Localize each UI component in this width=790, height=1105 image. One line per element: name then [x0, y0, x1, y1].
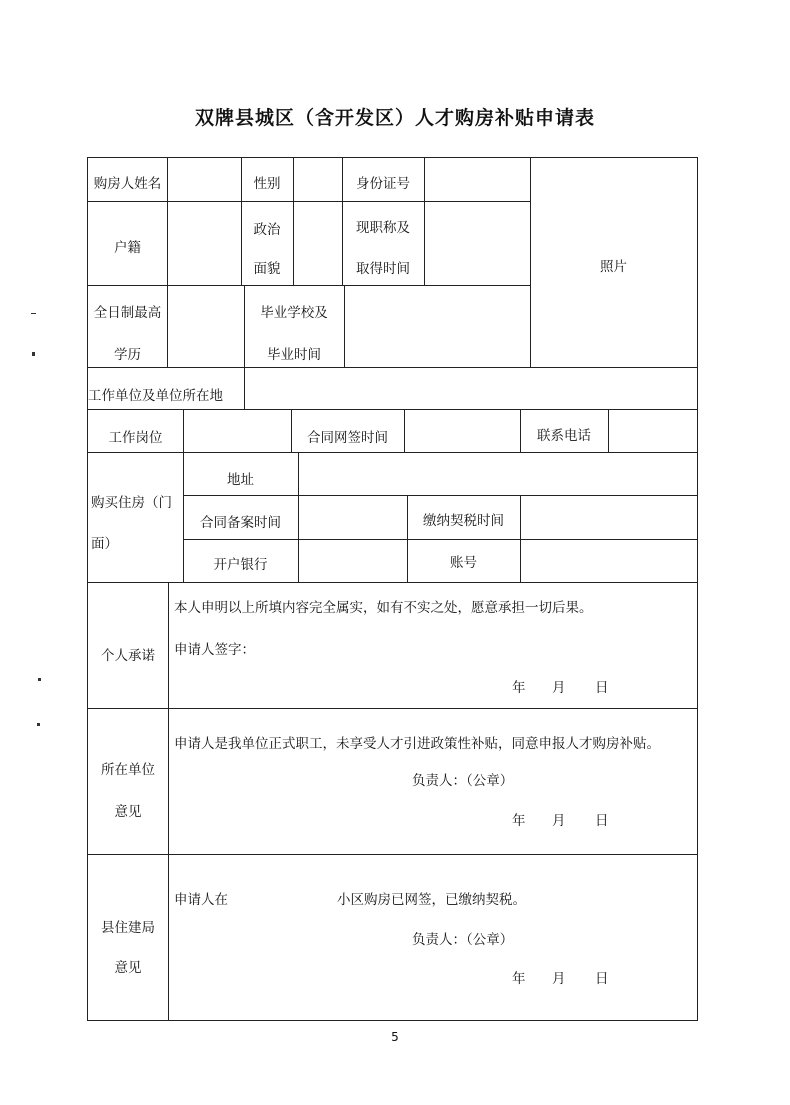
- col-line: [298, 452, 299, 582]
- col-line: [168, 582, 169, 1020]
- row-line: [183, 495, 697, 496]
- label-phone: 联系电话: [537, 428, 591, 444]
- date-year: 年: [512, 680, 526, 696]
- row-line: [88, 367, 697, 368]
- scan-mark: [37, 723, 40, 726]
- label-buyer-name: 购房人姓名: [93, 176, 162, 192]
- label-address: 地址: [227, 472, 254, 488]
- date-month: 月: [552, 813, 566, 829]
- form-title: 双牌县城区（含开发区）人才购房补贴申请表: [194, 107, 595, 129]
- col-line: [404, 409, 405, 452]
- date-day: 日: [595, 971, 609, 987]
- applicant-signature-label: 申请人签字：: [174, 642, 255, 658]
- label-photo: 照片: [600, 259, 627, 275]
- label-filing-time: 合同备案时间: [200, 515, 281, 531]
- col-line: [424, 158, 425, 285]
- row-line: [88, 285, 530, 286]
- row-line: [88, 201, 530, 202]
- commitment-text: 本人申明以上所填内容完全属实，如有不实之处，愿意承担一切后果。: [174, 600, 593, 616]
- label-contract-sign-time: 合同网签时间: [307, 430, 388, 446]
- row-line: [88, 708, 697, 709]
- label-political-1: 政治: [253, 222, 281, 238]
- label-unit-opinion-1: 所在单位: [101, 762, 155, 778]
- label-gender: 性别: [253, 176, 281, 192]
- label-political-2: 面貌: [253, 261, 281, 277]
- unit-opinion-text: 申请人是我单位正式职工，未享受人才引进政策性补贴，同意申报人才购房补贴。: [174, 736, 660, 752]
- bureau-text-prefix: 申请人在: [174, 892, 228, 908]
- label-house-1: 购买住房（门: [91, 495, 172, 511]
- label-work-unit: 工作单位及单位所在地: [88, 388, 223, 404]
- row-line: [183, 539, 697, 540]
- col-line: [344, 285, 345, 367]
- label-account: 账号: [450, 555, 477, 571]
- col-line: [244, 367, 245, 409]
- label-school-1: 毕业学校及: [260, 305, 328, 321]
- scan-mark: [31, 313, 36, 314]
- label-deed-tax-time: 缴纳契税时间: [423, 513, 504, 529]
- col-line: [167, 158, 168, 367]
- col-line: [183, 409, 184, 452]
- label-bureau-1: 县住建局: [101, 920, 155, 936]
- col-line: [520, 495, 521, 582]
- label-position: 工作岗位: [108, 430, 163, 446]
- date-year: 年: [512, 971, 526, 987]
- label-commitment: 个人承诺: [101, 648, 155, 664]
- label-house-2: 面）: [91, 536, 118, 552]
- date-month: 月: [552, 680, 566, 696]
- label-hukou: 户籍: [114, 240, 141, 256]
- label-school-2: 毕业时间: [267, 347, 321, 363]
- label-education-1: 全日制最高: [93, 305, 162, 321]
- date-year: 年: [512, 813, 526, 829]
- row-line: [88, 582, 697, 583]
- label-bureau-2: 意见: [114, 960, 142, 976]
- col-line: [293, 158, 294, 285]
- date-day: 日: [595, 680, 609, 696]
- date-month: 月: [552, 971, 566, 987]
- row-line: [88, 854, 697, 855]
- label-title-2: 取得时间: [356, 261, 410, 277]
- label-unit-opinion-2: 意见: [114, 804, 142, 820]
- label-bank: 开户银行: [213, 557, 268, 573]
- page-number: 5: [391, 1030, 399, 1044]
- label-education-2: 学历: [114, 347, 141, 363]
- bureau-responsible-seal: 负责人：（公章）: [412, 932, 514, 948]
- application-form-table: [87, 157, 698, 1021]
- label-id-number: 身份证号: [356, 176, 410, 192]
- col-line: [608, 409, 609, 452]
- row-line: [88, 452, 697, 453]
- scan-mark: [32, 352, 35, 356]
- bureau-text-suffix: 小区购房已网签，已缴纳契税。: [337, 892, 526, 908]
- row-line: [88, 409, 697, 410]
- scan-mark: [38, 678, 41, 681]
- date-day: 日: [595, 813, 609, 829]
- unit-responsible-seal: 负责人：（公章）: [412, 773, 514, 789]
- label-title-1: 现职称及: [356, 220, 410, 236]
